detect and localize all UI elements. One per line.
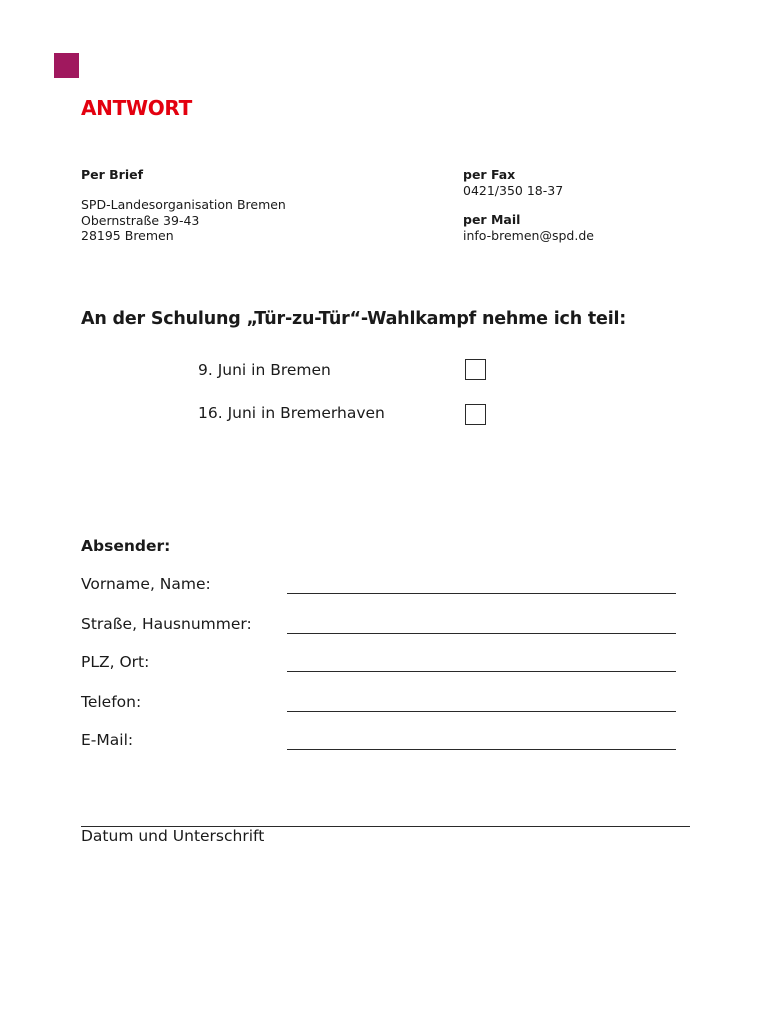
address-line-org: SPD-Landesorganisation Bremen <box>81 197 286 212</box>
registration-heading: An der Schulung „Tür-zu-Tür“-Wahlkampf nehme ich teil: <box>81 309 627 329</box>
mail-label: per Mail <box>463 212 521 227</box>
sender-heading: Absender: <box>81 537 171 555</box>
signature-label: Datum und Unterschrift <box>81 827 265 845</box>
field-label-email: E-Mail: <box>81 731 134 749</box>
field-label-street: Straße, Hausnummer: <box>81 615 252 633</box>
field-label-city: PLZ, Ort: <box>81 653 150 671</box>
page-title: ANTWORT <box>81 96 192 120</box>
field-label-phone: Telefon: <box>81 693 142 711</box>
fax-label: per Fax <box>463 167 516 182</box>
field-line-city[interactable] <box>287 671 676 672</box>
mail-address: info-bremen@spd.de <box>463 227 594 243</box>
brand-logo-square <box>54 53 79 78</box>
option-label-bremerhaven: 16. Juni in Bremerhaven <box>198 404 385 422</box>
field-label-name: Vorname, Name: <box>81 575 211 593</box>
field-line-name[interactable] <box>287 593 676 594</box>
field-line-email[interactable] <box>287 749 676 750</box>
field-line-phone[interactable] <box>287 711 676 712</box>
brief-label: Per Brief <box>81 167 144 182</box>
checkbox-bremen[interactable] <box>465 359 486 380</box>
checkbox-bremerhaven[interactable] <box>465 404 486 425</box>
mail-block <box>463 212 594 243</box>
field-line-street[interactable] <box>287 633 676 634</box>
fax-number: 0421/350 18-37 <box>463 182 564 198</box>
address-line-street: Obernstraße 39-43 <box>81 212 200 228</box>
brief-address <box>81 197 286 244</box>
fax-block <box>463 167 563 198</box>
option-label-bremen: 9. Juni in Bremen <box>198 361 331 379</box>
address-line-city: 28195 Bremen <box>81 228 174 243</box>
